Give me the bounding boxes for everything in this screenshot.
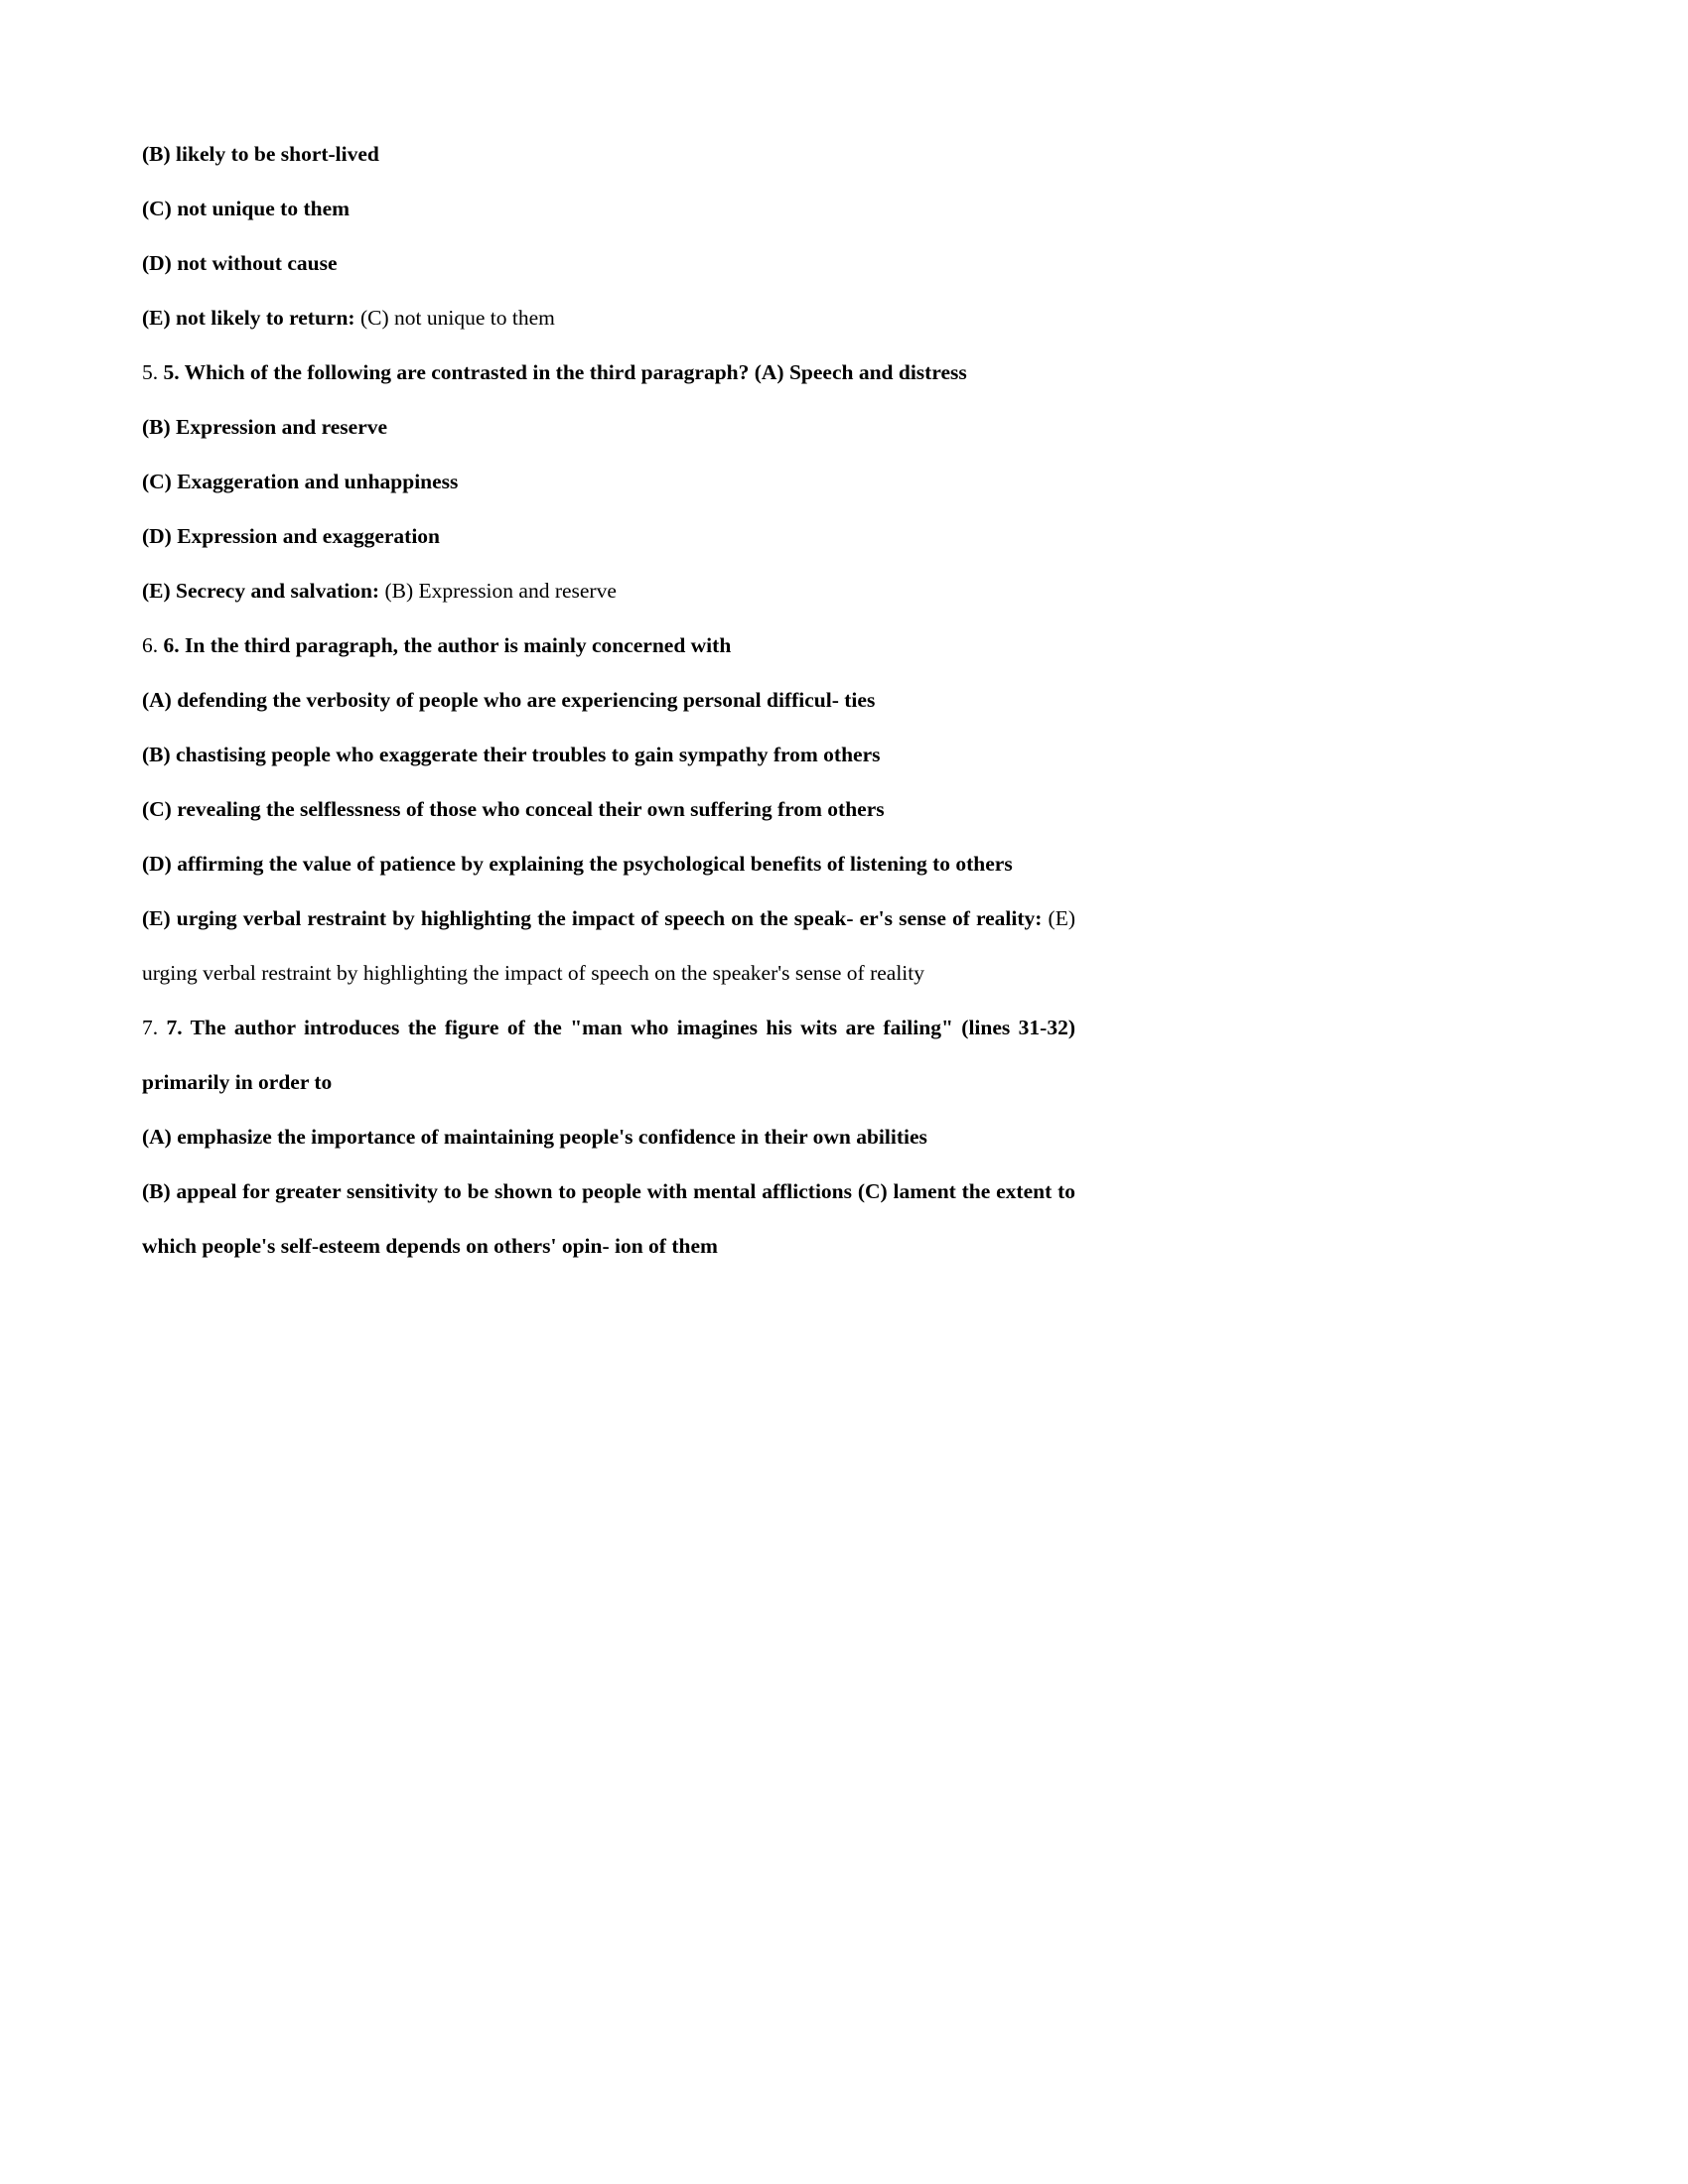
paragraph-bold-text: (C) not unique to them <box>142 197 351 220</box>
answer-option <box>142 236 1075 291</box>
paragraph-bold-text: (D) affirming the value of patience by explaining the psychological benefits of listening to others <box>142 852 1013 876</box>
paragraph-bold-text: (E) not likely to return: <box>142 306 355 330</box>
answer-option <box>142 455 1075 509</box>
paragraph-bold-text: (B) likely to be short-lived <box>142 142 379 166</box>
paragraph-bold-text: (B) appeal for greater sensitivity to be shown to people with mental afflictions (C) lament the extent to which people's self-esteem depends on others' opin- ion of them <box>142 1179 1075 1258</box>
answer-option <box>142 127 1075 182</box>
answer-option-with-answer <box>142 564 1075 618</box>
answer-option <box>142 782 1075 837</box>
paragraph-bold-text: (C) Exaggeration and unhappiness <box>142 470 459 493</box>
answer-option <box>142 1110 1075 1164</box>
paragraph-bold-text: (B) Expression and reserve <box>142 415 388 439</box>
answer-option <box>142 509 1075 564</box>
paragraph-bold-text: (B) chastising people who exaggerate their troubles to gain sympathy from others <box>142 743 881 766</box>
document-content <box>142 127 1075 1274</box>
paragraph-prefix: 7. <box>142 1016 167 1039</box>
paragraph-bold-text: 5. Which of the following are contrasted in the third paragraph? (A) Speech and distress <box>163 360 967 384</box>
paragraph-answer-text: (C) not unique to them <box>354 306 555 330</box>
paragraph-bold-text: (C) revealing the selflessness of those who conceal their own suffering from others <box>142 797 885 821</box>
paragraph-bold-text: 6. In the third paragraph, the author is mainly concerned with <box>163 633 732 657</box>
answer-option <box>142 182 1075 236</box>
question <box>142 1001 1075 1110</box>
answer-option-with-answer <box>142 291 1075 345</box>
answer-option <box>142 400 1075 455</box>
paragraph-bold-text: (E) Secrecy and salvation: <box>142 579 380 603</box>
answer-option <box>142 728 1075 782</box>
paragraph-bold-text: (D) not without cause <box>142 251 338 275</box>
paragraph-answer-text: (E) urging verbal restraint by highlighting the impact of speech on the speaker's sense of reality <box>142 906 1075 985</box>
question <box>142 345 1075 400</box>
answer-option <box>142 1164 1075 1274</box>
paragraph-prefix: 5. <box>142 360 164 384</box>
paragraph-answer-text: (B) Expression and reserve <box>379 579 617 603</box>
paragraph-prefix: 6. <box>142 633 164 657</box>
paragraph-bold-text: (A) emphasize the importance of maintaining people's confidence in their own abilities <box>142 1125 927 1149</box>
answer-option-with-answer <box>142 891 1075 1001</box>
paragraph-bold-text: (D) Expression and exaggeration <box>142 524 441 548</box>
answer-option <box>142 837 1075 891</box>
paragraph-bold-text: (E) urging verbal restraint by highlighting the impact of speech on the speak- er's sense of reality: <box>142 906 1043 930</box>
paragraph-bold-text: (A) defending the verbosity of people who are experiencing personal difficul- ties <box>142 688 876 712</box>
question <box>142 618 1075 673</box>
answer-option <box>142 673 1075 728</box>
paragraph-bold-text: 7. The author introduces the figure of the "man who imagines his wits are failing" (lines 31-32) primarily in order to <box>142 1016 1075 1094</box>
